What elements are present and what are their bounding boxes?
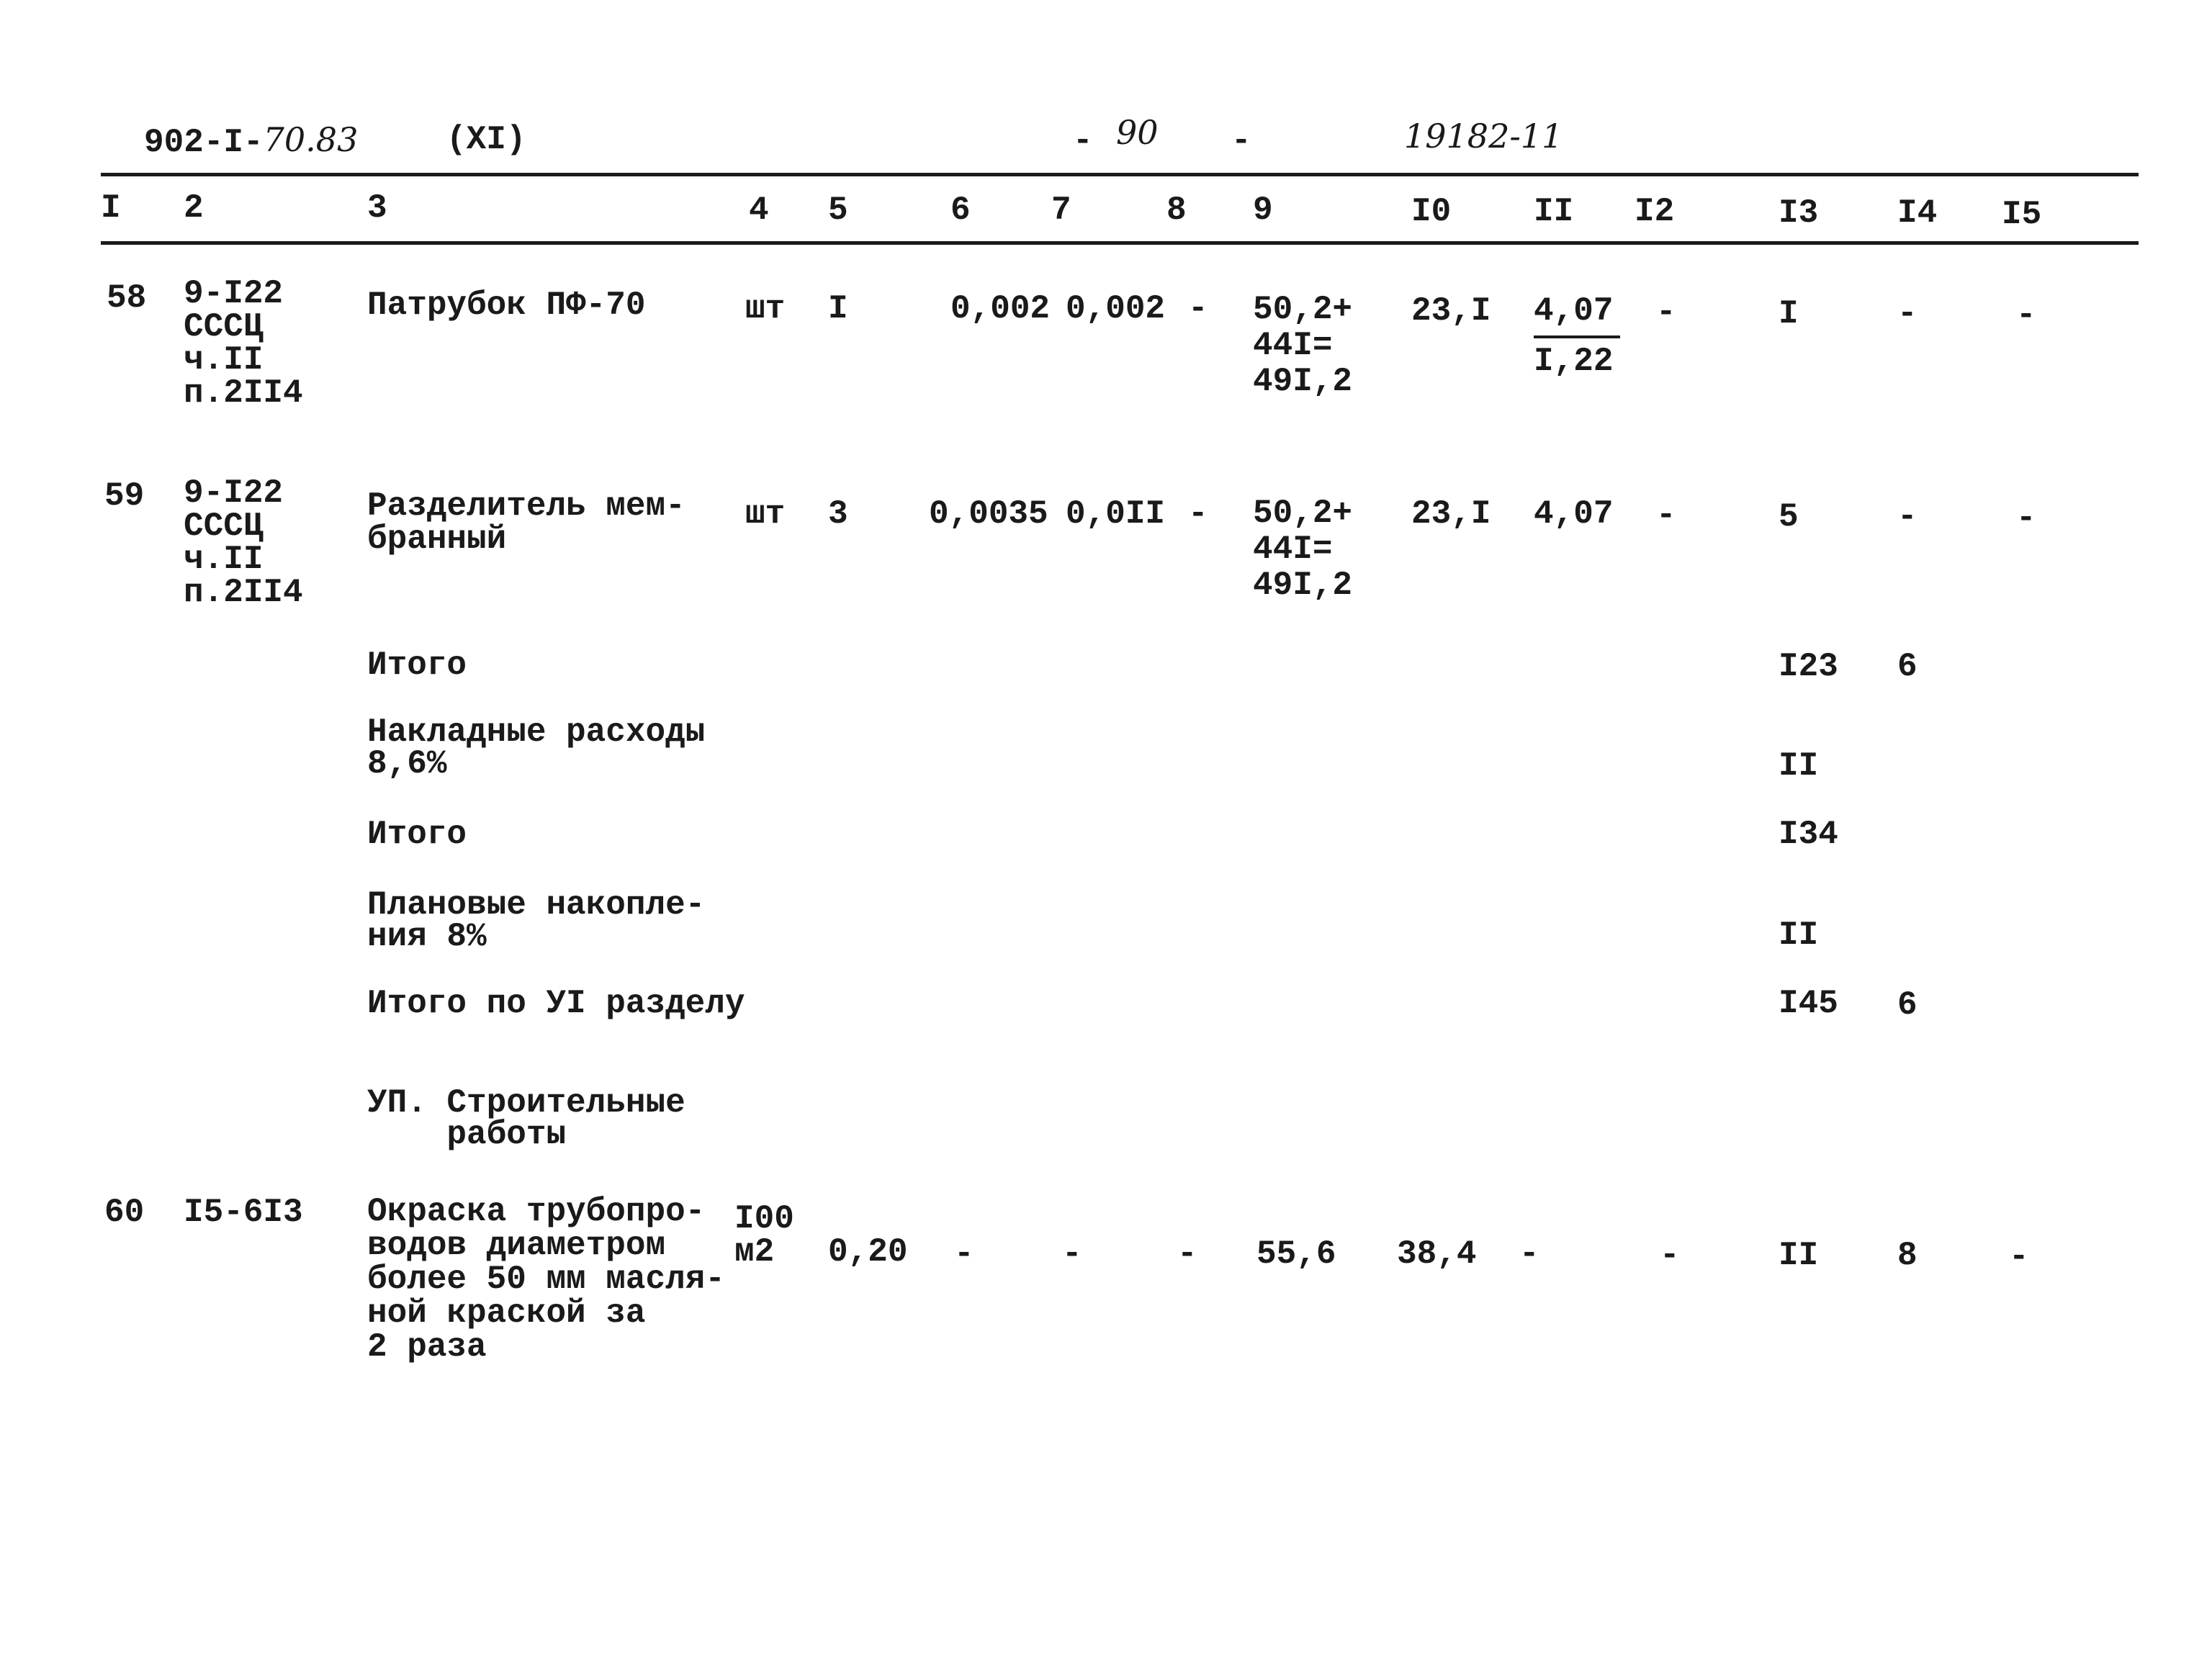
row-60-c11: - [1519, 1235, 1539, 1273]
row-60-qty: 0,20 [828, 1233, 908, 1271]
row-59-code: 9-I22 СССЦ ч.II п.2II4 [184, 474, 303, 611]
row-60-num: 60 [104, 1194, 145, 1231]
row-60-c8: - [1177, 1235, 1197, 1273]
doc-code [144, 122, 358, 160]
row-59-c15: - [2016, 500, 2036, 537]
row-58-c11-bottom: I,22 [1534, 343, 1614, 380]
summary-overhead-label: Накладные расходы 8,6% [367, 713, 706, 783]
row-60-c9: 55,6 [1256, 1235, 1336, 1273]
row-59-qty: 3 [828, 495, 848, 533]
col-header-4: 4 [749, 192, 769, 229]
row-60-c7: - [1062, 1235, 1082, 1273]
row-60-c12: - [1660, 1237, 1680, 1274]
row-60-c13: II [1779, 1237, 1819, 1274]
row-58-num: 58 [107, 279, 147, 317]
col-header-3: 3 [367, 189, 387, 227]
row-60-c10: 38,4 [1397, 1235, 1477, 1273]
summary-overhead-c13: II [1779, 747, 1819, 785]
row-58-c13: I [1779, 295, 1799, 333]
col-header-13: I3 [1779, 194, 1819, 232]
header-bottom-rule [101, 241, 2139, 245]
summary-section-total-label: Итого по УI разделу [367, 985, 745, 1022]
row-58-name: Патрубок ПФ-70 [367, 287, 646, 324]
row-59-c6: 0,0035 [929, 495, 1048, 533]
summary-total2-label: Итого [367, 816, 467, 853]
col-header-12: I2 [1635, 193, 1675, 230]
col-header-8: 8 [1166, 192, 1187, 229]
summary-planned-c13: II [1779, 916, 1819, 954]
row-58-code: 9-I22 СССЦ ч.II п.2II4 [184, 275, 303, 412]
col-header-15: I5 [2002, 196, 2042, 233]
col-header-10: I0 [1411, 193, 1452, 230]
row-58-c11-top: 4,07 [1534, 292, 1614, 330]
row-58-c9: 50,2+ 44I= 49I,2 [1253, 291, 1353, 400]
row-59-unit: шт [745, 495, 786, 533]
row-59-c10: 23,I [1411, 495, 1491, 533]
row-59-c12: - [1656, 497, 1676, 534]
row-58-c12: - [1656, 294, 1676, 331]
doc-code-handwritten: 70.83 [263, 120, 359, 159]
row-58-c8: - [1188, 290, 1208, 328]
col-header-7: 7 [1051, 192, 1071, 229]
row-60-c15: - [2009, 1238, 2029, 1276]
col-header-9: 9 [1253, 192, 1273, 229]
col-header-11: II [1534, 193, 1574, 230]
row-59-c14: - [1897, 498, 1917, 536]
row-58-c14: - [1897, 295, 1917, 333]
row-60-c6: - [954, 1235, 974, 1273]
summary-total2-c13: I34 [1779, 816, 1838, 853]
summary-total-c13: I23 [1779, 648, 1838, 685]
row-58-c6: 0,002 [950, 290, 1051, 328]
row-59-c7: 0,0II [1066, 495, 1166, 533]
summary-total-c14: 6 [1897, 648, 1917, 685]
page-number: 90 [1116, 113, 1159, 152]
row-58-c10: 23,I [1411, 292, 1491, 330]
col-header-5: 5 [828, 192, 848, 229]
col-header-2: 2 [184, 189, 204, 227]
header-top-rule [101, 173, 2139, 176]
page-dash-right: - [1231, 122, 1251, 160]
summary-total-label: Итого [367, 646, 467, 684]
row-58-c7: 0,002 [1066, 290, 1166, 328]
section-number: (XI) [446, 121, 526, 158]
col-header-1: I [101, 189, 121, 227]
summary-planned-label: Плановые накопле- ния 8% [367, 886, 706, 955]
row-59-num: 59 [104, 477, 145, 515]
row-59-c9: 50,2+ 44I= 49I,2 [1253, 495, 1353, 604]
row-59-c13: 5 [1779, 498, 1799, 536]
doc-code-printed: 902-I- [144, 124, 264, 161]
row-58-c11-fraction-bar [1534, 335, 1620, 338]
summary-section-total-c13: I45 [1779, 985, 1838, 1022]
row-59-name: Разделитель мем- бранный [367, 487, 685, 558]
col-header-14: I4 [1897, 194, 1938, 232]
row-60-code: I5-6I3 [184, 1194, 303, 1231]
row-60-unit: I00 м2 [734, 1200, 794, 1271]
summary-section-total-c14: 6 [1897, 986, 1917, 1024]
row-59-c11: 4,07 [1534, 495, 1614, 533]
archive-number: 19182-11 [1404, 117, 1563, 156]
row-58-unit: шт [745, 290, 786, 328]
page-dash-left: - [1073, 122, 1093, 160]
row-60-name: Окраска трубопро- водов диаметром более 50 мм масля- ной краской за 2 раза [367, 1193, 725, 1366]
row-58-c15: - [2016, 297, 2036, 334]
section-heading: УП. Строительные работы [367, 1084, 685, 1153]
row-58-qty: I [828, 290, 848, 328]
row-60-c14: 8 [1897, 1237, 1917, 1274]
col-header-6: 6 [950, 192, 971, 229]
row-59-c8: - [1188, 495, 1208, 533]
